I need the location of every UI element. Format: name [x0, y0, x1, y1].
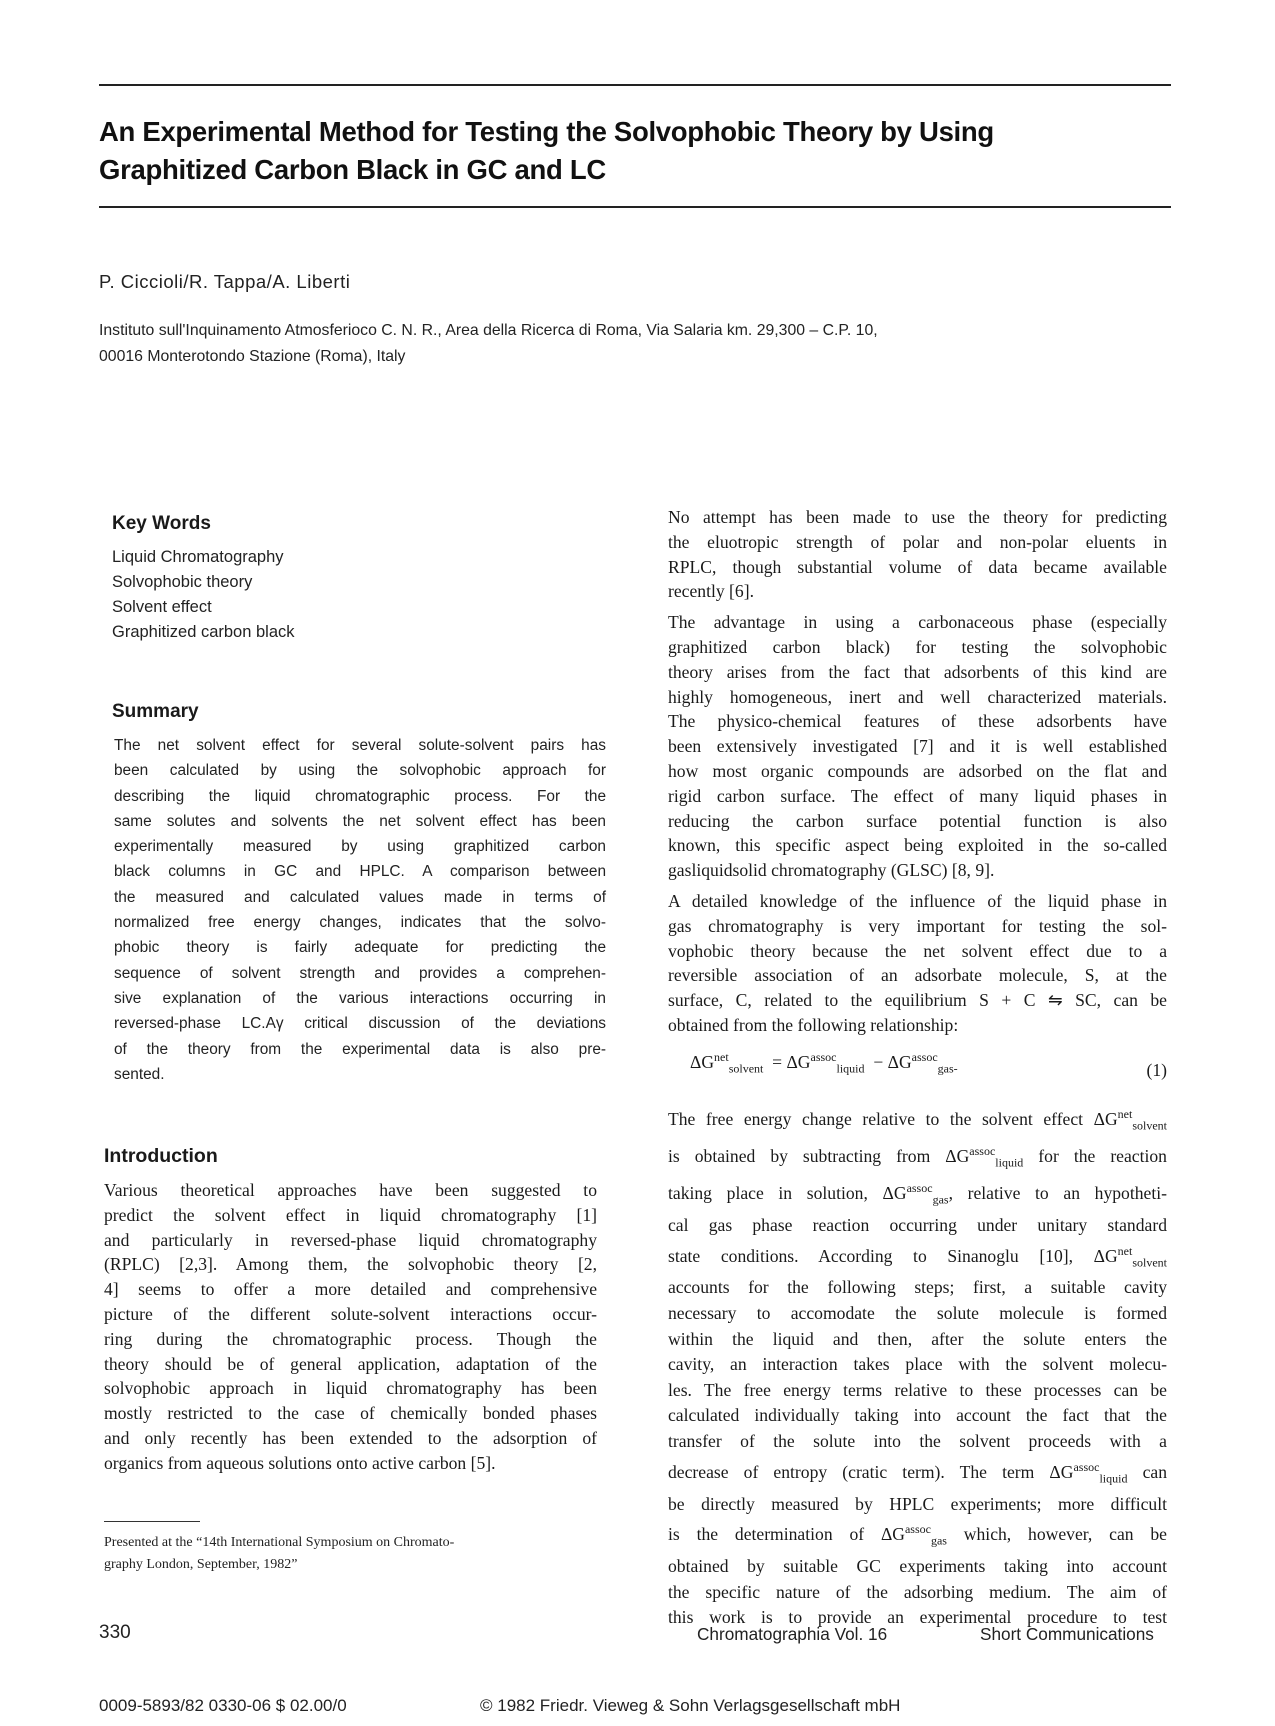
text-line: calculated individually taking into account the fact that the [668, 1405, 1167, 1426]
text-line: and only recently has been extended to the adsorption of [104, 1427, 597, 1448]
text-line: 4] seems to offer a more detailed and comprehensive [104, 1279, 597, 1300]
introduction-heading: Introduction [104, 1145, 218, 1167]
introduction-text [104, 1178, 597, 1476]
summary-box [100, 701, 606, 1087]
text-line: gasliquidsolid chromatography (GLSC) [8, 9]. [668, 860, 995, 881]
text-line: necessary to accomodate the solute molecule is formed [668, 1303, 1167, 1324]
summary-line: The net solvent effect for several solute-solvent pairs has [114, 737, 606, 754]
equation-number: (1) [1146, 1060, 1167, 1080]
eq-subscript: solvent [728, 1061, 764, 1076]
article-title [99, 113, 1159, 189]
right-column-upper [668, 505, 1167, 1038]
text-line: and particularly in reversed-phase liquid chromatography [104, 1229, 597, 1250]
text-line: known, this specific aspect being exploited in the so-called [668, 835, 1167, 856]
affiliation-line: 00016 Monterotondo Stazione (Roma), Italy [99, 348, 406, 365]
text-line: organics from aqueous solutions onto active carbon [5]. [104, 1452, 496, 1473]
summary-line: phobic theory is fairly adequate for predicting the [114, 939, 606, 957]
text-line: cavity, an interaction takes place with the solvent molecu- [668, 1354, 1167, 1375]
section-name: Short Communications [980, 1624, 1154, 1644]
summary-line: reversed-phase LC.Aγ critical discussion of the deviations [114, 1015, 606, 1033]
key-words-heading: Key Words [112, 513, 211, 534]
text-line: how most organic compounds are adsorbed on the flat and [668, 760, 1167, 781]
text-line: predict the solvent effect in liquid chromatography [1] [104, 1204, 597, 1225]
issn-line: 0009-5893/82 0330-06 $ 02.00/0 [99, 1696, 347, 1715]
eq-subscript: gas- [937, 1061, 958, 1076]
text-line: the specific nature of the adsorbing medium. The aim of [668, 1581, 1167, 1602]
summary-line: been calculated by using the solvophobic approach for [114, 762, 606, 780]
text-line: this work is to provide an experimental procedure to test [668, 1607, 1167, 1628]
eq-superscript: net [714, 1050, 729, 1064]
key-word-item: Liquid Chromatography [112, 548, 284, 566]
text-line: reducing the carbon surface potential function is also [668, 810, 1167, 831]
title-line: An Experimental Method for Testing the Solvophobic Theory by Using [99, 116, 994, 147]
key-word-item: Graphitized carbon black [112, 623, 295, 641]
text-line: surface, C, related to the equilibrium S + C ⇋ SC, can be [668, 990, 1167, 1011]
summary-line: of the theory from the experimental data is also pre- [114, 1040, 606, 1058]
text-line: theory should be of general application, adaptation of the [104, 1353, 597, 1374]
text-line: been extensively investigated [7] and it is well established [668, 736, 1167, 757]
summary-line: black columns in GC and HPLC. A comparison between [114, 863, 606, 881]
text-line: obtained from the following relationship: [668, 1014, 959, 1035]
text-line: vophobic theory because the net solvent effect due to a [668, 940, 1167, 961]
text-line: accounts for the following steps; first, a suitable cavity [668, 1277, 1167, 1298]
summary-line: sive explanation of the various interactions occurring in [114, 989, 606, 1007]
equation-body: $\Delta G^{net}_{solvent} = \Delta G^{assoc}_{liquid} - \Delta G^{assoc}_{gas-}$ [690, 1050, 958, 1076]
summary-line: same solutes and solvents the net solvent effect has been [114, 812, 606, 830]
text-line: Various theoretical approaches have been suggested to [104, 1180, 597, 1200]
summary-line: describing the liquid chromatographic process. For the [114, 787, 606, 805]
right-column-lower [668, 1102, 1167, 1631]
text-line: decrease of entropy (cratic term). The term $\Delta G^{assoc}_{liquid}$ can [668, 1459, 1167, 1485]
text-line: The free energy change relative to the solvent effect $\Delta G^{net}_{solvent}$ [668, 1107, 1167, 1133]
text-line: solvophobic approach in liquid chromatography has been [104, 1378, 597, 1399]
text-line: the eluotropic strength of polar and non-polar eluents in [668, 531, 1167, 552]
text-line: is obtained by subtracting from $\Delta G^{assoc}_{liquid}$ for the reaction [668, 1143, 1167, 1170]
summary-line: experimentally measured by using graphitized carbon [114, 838, 606, 856]
key-words-box [100, 513, 606, 645]
text-line: No attempt has been made to use the theory for predicting [668, 507, 1167, 527]
footnote-rule [104, 1521, 200, 1522]
text-line: The physico-chemical features of these adsorbents have [668, 711, 1167, 732]
text-line: transfer of the solute into the solvent proceeds with a [668, 1431, 1167, 1452]
text-line: mostly restricted to the case of chemically bonded phases [104, 1403, 597, 1424]
text-line: theory arises from the fact that adsorbents of this kind are [668, 661, 1167, 682]
eq-superscript: assoc [810, 1050, 837, 1064]
affiliation-line: Instituto sull'Inquinamento Atmosferioco C. N. R., Area della Ricerca di Roma, Via Salaria km. 29,300 – C.P. 10, [99, 322, 878, 339]
title-line: Graphitized Carbon Black in GC and LC [99, 154, 606, 185]
text-line: obtained by suitable GC experiments taking into account [668, 1556, 1167, 1577]
text-line: (RPLC) [2,3]. Among them, the solvophobic theory [2, [104, 1254, 597, 1275]
text-line: The advantage in using a carbonaceous phase (especially [668, 612, 1167, 633]
key-word-item: Solvent effect [112, 598, 212, 616]
summary-text [114, 733, 606, 1087]
copyright-line: © 1982 Friedr. Vieweg & Sohn Verlagsgesellschaft mbH [480, 1696, 901, 1715]
footnote-line: graphy London, September, 1982” [104, 1557, 298, 1572]
text-line: within the liquid and then, after the solute enters the [668, 1328, 1167, 1349]
footnote-line: Presented at the “14th International Symposium on Chromato- [104, 1535, 455, 1550]
text-line: RPLC, though substantial volume of data became available [668, 556, 1167, 577]
journal-name: Chromatographia Vol. 16 [697, 1624, 888, 1644]
text-line: gas chromatography is very important for testing the sol- [668, 915, 1167, 936]
eq-superscript: assoc [911, 1050, 938, 1064]
text-line: picture of the different solute-solvent interactions occur- [104, 1303, 597, 1324]
key-words-list [100, 545, 606, 645]
affiliation [99, 318, 1099, 370]
summary-line: sented. [114, 1065, 165, 1083]
authors: P. Ciccioli/R. Tappa/A. Liberti [99, 271, 351, 292]
key-word-item: Solvophobic theory [112, 573, 253, 591]
text-line: is the determination of $\Delta G^{assoc}_{gas}$ which, however, can be [668, 1522, 1167, 1548]
summary-heading: Summary [112, 701, 199, 722]
text-line: A detailed knowledge of the influence of the liquid phase in [668, 890, 1167, 911]
summary-line: normalized free energy changes, indicates that the solvo- [114, 914, 606, 932]
text-line: graphitized carbon black) for testing the solvophobic [668, 636, 1167, 657]
eq-subscript: liquid [836, 1061, 865, 1076]
text-line: cal gas phase reaction occurring under unitary standard [668, 1214, 1167, 1235]
page-number: 330 [99, 1622, 131, 1643]
footnote [104, 1532, 584, 1576]
text-line: ring during the chromatographic process. Though the [104, 1328, 597, 1349]
text-line: taking place in solution, $\Delta G^{assoc}_{gas}$, relative to an hypotheti- [668, 1180, 1167, 1207]
summary-line: sequence of solvent strength and provides a comprehen- [114, 964, 606, 982]
top-rule [99, 84, 1171, 86]
text-line: be directly measured by HPLC experiments; more difficult [668, 1493, 1167, 1514]
text-line: les. The free energy terms relative to these processes can be [668, 1379, 1167, 1400]
text-line: rigid carbon surface. The effect of many liquid phases in [668, 785, 1167, 806]
text-line: state conditions. According to Sinanoglu [10], $\Delta G^{net}_{solvent}$ [668, 1243, 1167, 1269]
text-line: highly homogeneous, inert and well characterized materials. [668, 686, 1167, 707]
title-bottom-rule [99, 206, 1171, 208]
summary-line: the measured and calculated values made in terms of [114, 888, 606, 906]
text-line: reversible association of an adsorbate molecule, S, at the [668, 965, 1167, 986]
text-line: recently [6]. [668, 581, 754, 602]
